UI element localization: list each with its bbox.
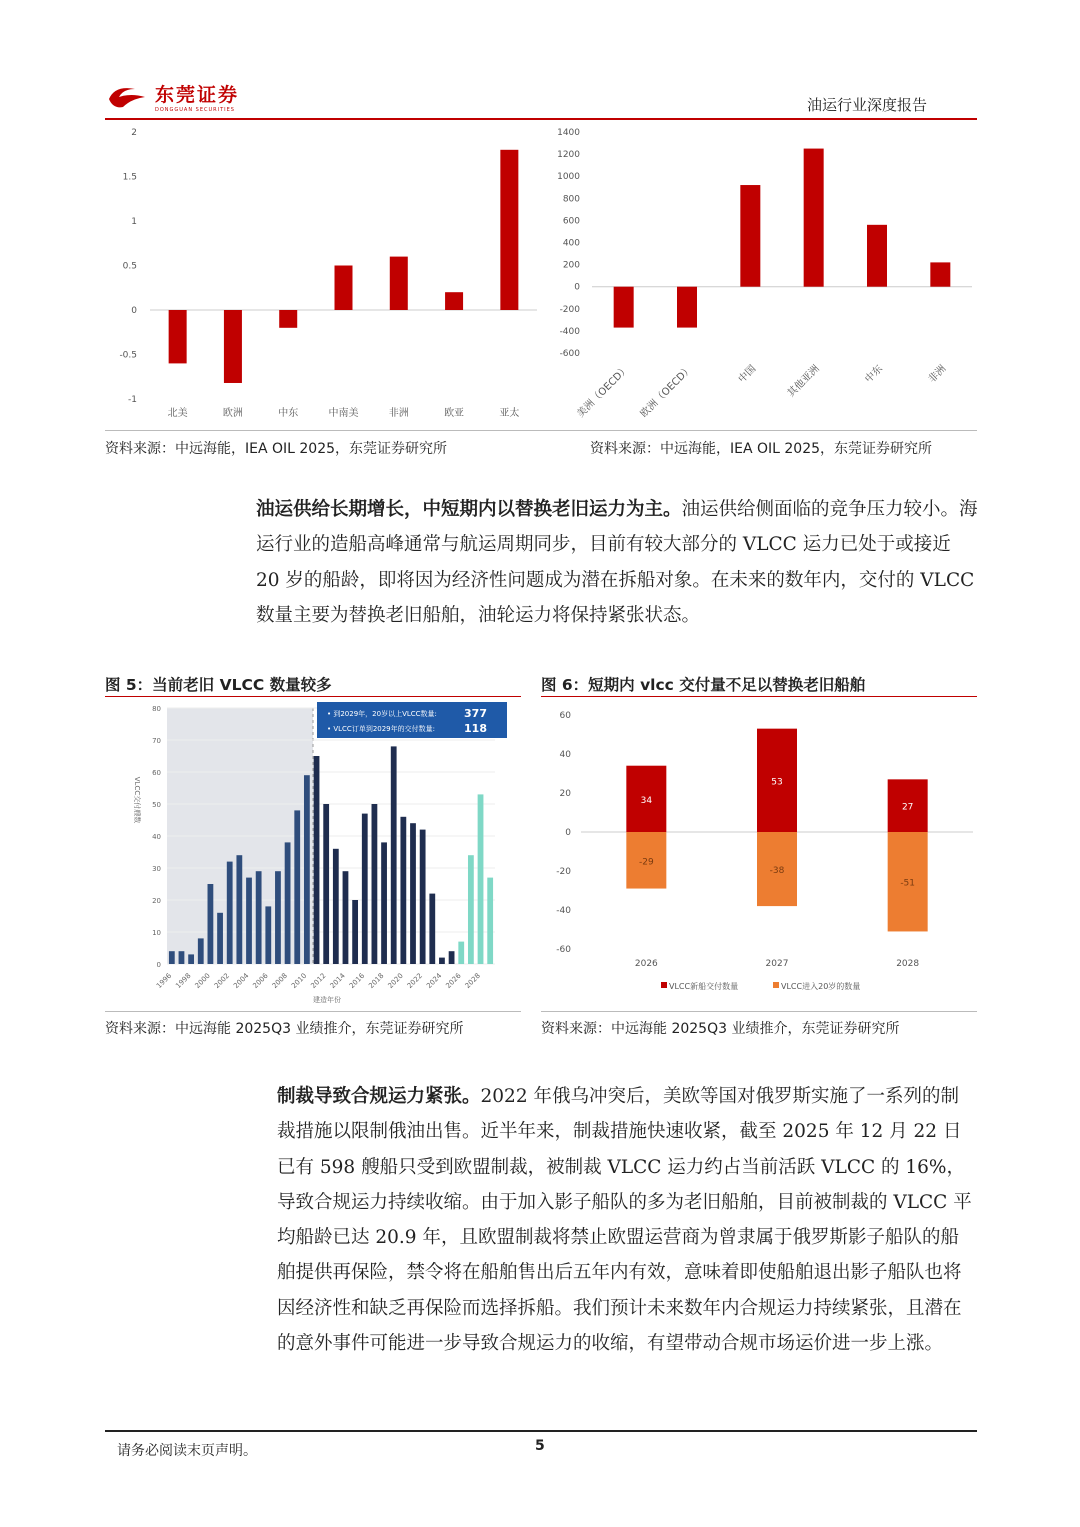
bar	[420, 830, 426, 964]
legend-value: 118	[464, 722, 487, 735]
chart-vlcc-deliveries	[105, 700, 515, 1012]
bar	[445, 292, 463, 310]
bar	[179, 951, 185, 964]
bar	[468, 855, 474, 964]
bar	[400, 817, 406, 964]
bar	[390, 257, 408, 310]
bar	[323, 804, 329, 964]
bar	[236, 855, 242, 964]
x-tick-label: 2008	[270, 971, 290, 991]
x-tick-label: 北美	[167, 408, 188, 419]
y-tick-label: 0	[574, 282, 580, 293]
page-number: 5	[535, 1438, 545, 1454]
bar	[208, 884, 214, 964]
logo-en: DONGGUAN SECURITIES	[155, 107, 235, 113]
y-tick-label: 0.5	[122, 261, 137, 272]
legend-swatch	[773, 982, 779, 988]
bar	[391, 746, 397, 964]
bar	[740, 185, 760, 287]
y-tick-label: 50	[152, 801, 161, 809]
bar	[352, 900, 358, 964]
y-tick-label: -40	[556, 906, 571, 916]
y-tick-label: 800	[562, 194, 580, 205]
y-tick-label: -60	[556, 945, 571, 955]
bar	[256, 871, 262, 964]
x-tick-label: 2012	[309, 971, 328, 991]
legend-value: 377	[464, 707, 487, 720]
y-tick-label: 60	[152, 769, 161, 777]
y-tick-label: -1	[128, 395, 137, 405]
page-header	[105, 78, 977, 120]
bar	[285, 842, 291, 964]
x-tick-label: 2018	[367, 971, 386, 991]
y-tick-label: 40	[559, 750, 571, 760]
x-tick-label: 2004	[232, 971, 251, 991]
y-tick-label: 1200	[557, 150, 580, 161]
logo-cn: 东莞证券	[155, 84, 240, 106]
bar	[246, 878, 252, 964]
x-tick-label: 2010	[290, 971, 309, 991]
y-tick-label: 200	[562, 260, 580, 271]
bar	[487, 878, 493, 964]
x-tick-label: 2016	[347, 971, 367, 991]
bar	[188, 954, 194, 964]
x-tick-label: 中东	[278, 408, 299, 419]
data-label: -29	[638, 857, 654, 868]
bar	[169, 310, 187, 363]
x-tick-label: 2002	[212, 971, 232, 991]
y-tick-label: -600	[559, 349, 580, 359]
legend-swatch	[661, 982, 667, 988]
x-tick-label: 欧洲（OECD）	[638, 363, 696, 420]
footer-note: 请务必阅读末页声明。	[117, 1443, 257, 1459]
fig5-title: 图 5：当前老旧 VLCC 数量较多	[105, 676, 332, 694]
bar	[198, 938, 204, 964]
fig6-source: 资料来源：中远海能 2025Q3 业绩推介，东莞证券研究所	[541, 1021, 900, 1037]
chart1-source: 资料来源：中远海能，IEA OIL 2025，东莞证券研究所	[105, 441, 448, 457]
bar	[381, 842, 387, 964]
x-tick-label: 亚太	[499, 408, 520, 419]
fig6-title: 图 6：短期内 vlcc 交付量不足以替换老旧船舶	[541, 676, 866, 694]
fig5-source: 资料来源：中远海能 2025Q3 业绩推介，东莞证券研究所	[105, 1021, 464, 1037]
y-tick-label: 1000	[557, 172, 580, 183]
company-logo	[105, 80, 239, 113]
paragraph-supply: 油运供给长期增长，中短期内以替换老旧运力为主。油运供给侧面临的竞争压力较小。海运行业的造船高峰通常与航运周期同步，目前有较大部分的 VLCC 运力已处于或接近 20 岁的船龄，即将因为经济性问题成为潜在拆船对象。在未来的数年内，交付的 VLCC 数量主要为替换老旧船舶，油轮运力将保持紧张状态。	[256, 499, 978, 626]
chart-regional-demand	[105, 124, 545, 426]
bar	[614, 287, 634, 328]
bar	[458, 942, 464, 964]
y-tick-label: 400	[562, 238, 580, 249]
y-tick-label: 80	[152, 705, 161, 713]
legend-label: VLCC进入20岁的数量	[781, 982, 861, 991]
bar	[804, 149, 824, 287]
bar	[439, 958, 445, 964]
x-tick-label: 2026	[634, 959, 658, 969]
x-tick-label: 非洲	[926, 363, 949, 386]
data-label: 34	[640, 795, 653, 806]
y-tick-label: 1	[131, 217, 137, 227]
bar	[429, 894, 435, 964]
bar	[335, 266, 353, 311]
bar	[314, 756, 320, 964]
bar	[279, 310, 297, 328]
data-label: 27	[901, 802, 914, 813]
bar	[449, 951, 455, 964]
y-tick-label: -400	[559, 326, 580, 337]
x-tick-label: 2028	[463, 971, 482, 991]
report-title: 油运行业深度报告	[806, 96, 927, 114]
y-tick-label: -20	[556, 867, 571, 877]
y-tick-label: 20	[152, 897, 161, 905]
logo-icon	[105, 83, 149, 111]
bar	[478, 794, 484, 964]
y-tick-label: 10	[152, 929, 161, 937]
bar	[343, 871, 349, 964]
bar	[333, 849, 339, 964]
y-tick-label: 600	[562, 216, 580, 227]
bar	[410, 823, 416, 964]
x-tick-label: 欧亚	[444, 408, 465, 419]
y-tick-label: 2	[131, 128, 137, 138]
bar	[275, 871, 281, 964]
bar	[500, 150, 518, 310]
y-tick-label: -0.5	[119, 350, 137, 361]
x-tick-label: 2020	[386, 971, 405, 991]
x-tick-label: 中南美	[328, 408, 359, 419]
bar	[217, 913, 223, 964]
bar	[372, 804, 378, 964]
data-label: 53	[771, 777, 783, 788]
x-tick-label: 2028	[896, 959, 920, 969]
paragraph-sanctions: 制裁导致合规运力紧张。2022 年俄乌冲突后，美欧等国对俄罗斯实施了一系列的制裁措施以限制俄油出售。近半年来，制裁措施快速收紧，截至 2025 年 12 月 22 日已有 598 艘船只受到欧盟制裁，被制裁 VLCC 运力约占当前活跃 VLCC 的 16%，导致合规运力持续收缩。由于加入影子船队的多为老旧船舶，目前被制裁的 VLCC 平均船龄已达 20.9 年，且欧盟制裁将禁止欧盟运营商为曾隶属于俄罗斯影子船队的船舶提供再保险，禁令将在船舶售出后五年内有效，意味着即使船舶退出影子船队也将因经济性和缺乏再保险而选择拆船。我们预计未来数年内合规运力持续紧张，且潜在的意外事件可能进一步导致合规运力的收缩，有望带动合规市场运价进一步上涨。	[277, 1086, 972, 1355]
x-tick-label: 美洲（OECD）	[575, 363, 632, 420]
y-tick-label: 70	[152, 737, 161, 745]
data-label: -51	[900, 878, 916, 889]
bar	[227, 862, 233, 964]
data-label: -38	[769, 866, 785, 877]
x-tick-label: 2000	[193, 971, 212, 991]
bar	[677, 287, 697, 328]
y-tick-label: 1400	[557, 128, 580, 138]
x-tick-label: 2006	[251, 971, 270, 991]
x-tick-label: 1998	[174, 971, 193, 991]
bar	[169, 951, 175, 964]
y-tick-label: 30	[152, 865, 161, 873]
y-tick-label: 0	[131, 306, 137, 316]
y-tick-label: 0	[156, 961, 161, 969]
x-tick-label: 非洲	[388, 408, 409, 419]
y-axis-label: VLCC交付艘数	[133, 776, 141, 824]
bar	[224, 310, 242, 383]
bar	[294, 810, 300, 964]
legend-label: VLCC新船交付数量	[669, 982, 739, 991]
y-tick-label: 20	[559, 789, 571, 799]
bar	[930, 262, 950, 286]
chart-vlcc-replacement	[541, 700, 977, 1012]
legend-label: • VLCC订单到2029年的交付数量:	[327, 725, 435, 733]
chart2-source: 资料来源：中远海能，IEA OIL 2025，东莞证券研究所	[590, 441, 933, 457]
bar	[867, 225, 887, 287]
x-tick-label: 2026	[444, 971, 463, 991]
x-tick-label: 其他亚洲	[785, 363, 822, 400]
bar	[362, 814, 368, 964]
bar	[265, 906, 271, 964]
chart-regional-change	[552, 124, 977, 426]
x-tick-label: 2027	[765, 959, 789, 969]
legend-label: • 到2029年，20岁以上VLCC数量:	[327, 710, 437, 718]
x-tick-label: 2014	[328, 971, 347, 991]
x-tick-label: 2024	[425, 971, 444, 991]
y-tick-label: -200	[559, 304, 580, 315]
y-tick-label: 40	[152, 833, 161, 841]
x-tick-label: 中国	[736, 363, 759, 386]
x-axis-label: 建造年份	[313, 996, 341, 1004]
y-tick-label: 1.5	[122, 172, 137, 183]
bar	[304, 775, 310, 964]
y-tick-label: 60	[559, 711, 571, 721]
x-tick-label: 中东	[863, 363, 886, 386]
x-tick-label: 欧洲	[222, 408, 243, 419]
x-tick-label: 2022	[405, 971, 425, 991]
x-tick-label: 1996	[154, 971, 174, 991]
y-tick-label: 0	[565, 828, 571, 838]
